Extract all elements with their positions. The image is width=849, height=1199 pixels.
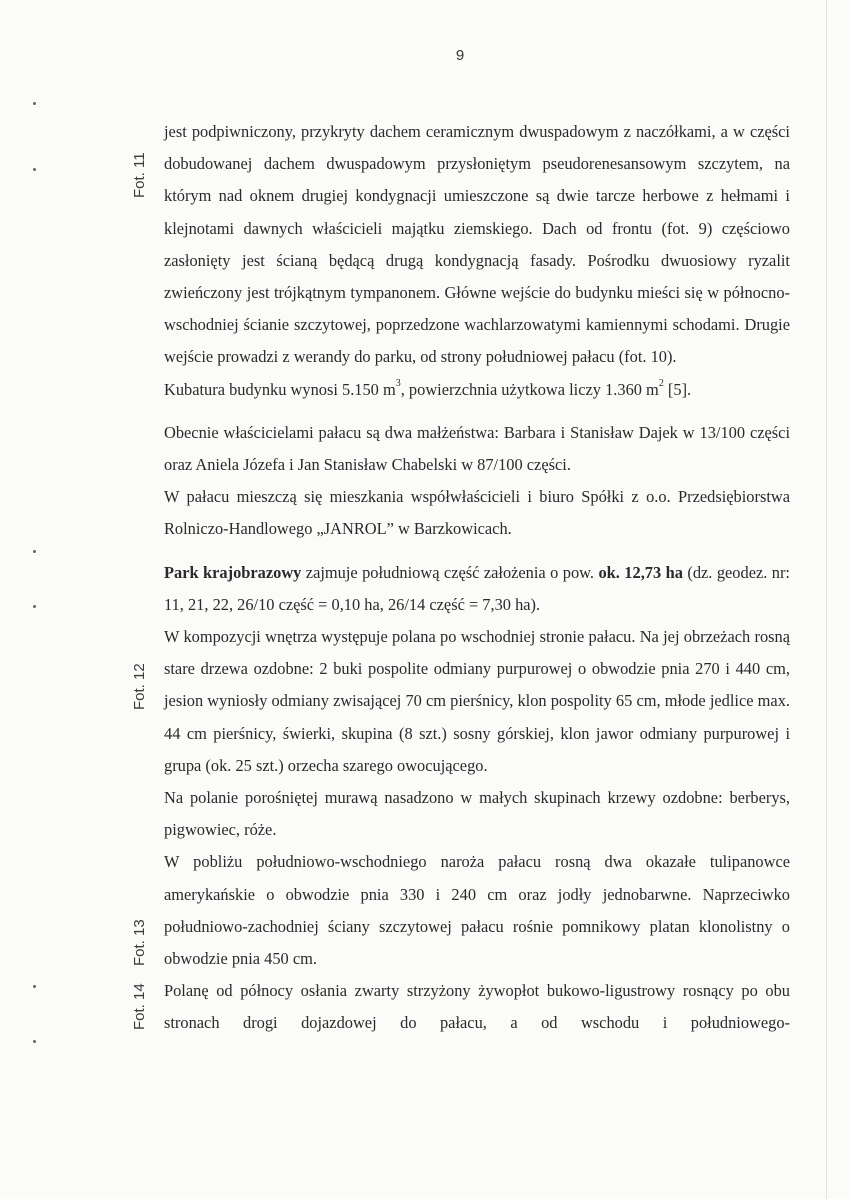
paragraph-glade-trees: W kompozycji wnętrza występuje polana po wschodniej stronie pałacu. Na jej obrzeżach rosną stare drzewa ozdobne: 2 buki pospolite odmiany purpurowej o obwodzie pnia 270 i 440 cm, jesion wyniosły odmiany zwisającej 70 cm pierśnicy, klon pospolity 65 cm, młode jedlice max. 44 cm pierśnicy, świerki, skupina (8 szt.) sosny górskiej, klon jawor odmiany purpurowej i grupa (ok. 25 szt.) orzecha szarego owocującego. xyxy=(164,627,790,775)
paragraph-tulip-trees: W pobliżu południowo-wschodniego naroża pałacu rosną dwa okazałe tulipanowce amerykańskie o obwodzie pnia 330 i 240 cm oraz jodły jednobarwne. Naprzeciwko południowo-zachodniej ściany szczytowej pałacu rośnie pomnikowy platan klonolistny o obwodzie pnia 450 cm. xyxy=(164,852,790,969)
paragraph-shrubs: Na polanie porośniętej murawą nasadzono w małych skupinach krzewy ozdobne: berberys, pigwowiec, róże. xyxy=(164,788,790,840)
scan-speck xyxy=(33,605,36,608)
paragraph-owners: Obecnie właścicielami pałacu są dwa małżeństwa: Barbara i Stanisław Dajek w 13/100 części oraz Aniela Józefa i Jan Stanisław Chabelski w 87/100 części. xyxy=(164,422,790,475)
area-text: , powierzchnia użytkowa liczy 1.360 m xyxy=(400,379,659,399)
scan-speck xyxy=(33,168,36,171)
page-number: 9 xyxy=(455,47,465,64)
volume-text: Kubatura budynku wynosi 5.150 m xyxy=(164,379,396,399)
park-area: ok. 12,73 ha xyxy=(598,562,683,582)
reference-text: [5]. xyxy=(663,379,692,399)
scan-speck xyxy=(33,1040,36,1043)
paragraph-park xyxy=(164,557,790,621)
scan-edge xyxy=(826,0,827,1199)
park-text: zajmuje południową część założenia o pow. xyxy=(301,562,599,582)
paragraph-volume xyxy=(164,374,790,406)
paragraph-residents: W pałacu mieszczą się mieszkania współwłaścicieli i biuro Spółki z o.o. Przedsiębiorstwa Rolniczo-Handlowego „JANROL” w Barzkowicach. xyxy=(164,487,790,539)
margin-note-fot-13: Fot. 13 xyxy=(131,919,148,966)
park-parcels: (dz. geodez. nr: 11, 21, 22, 26/10 część = 0,10 ha, 26/14 część = 7,30 ha). xyxy=(164,562,790,614)
body-text xyxy=(164,116,790,1040)
paragraph-palace-description: jest podpiwniczony, przykryty dachem ceramicznym dwuspadowym z naczółkami, a w części dobudowanej dachem dwuspadowym przysłoniętym pseudorenesansowym szczytem, na którym nad oknem drugiej kondygnacji umieszczone są dwie tarcze herbowe z hełmami i klejnotami dawnych właścicieli majątku ziemskiego. Dach od frontu (fot. 9) częściowo zasłonięty jest ścianą będącą drugą kondygnacją fasady. Pośrodku dwuosiowy ryzalit zwieńczony jest trójkątnym tympanonem. Główne wejście do budynku mieści się w północno-wschodniej ścianie szczytowej, poprzedzone wachlarzowatymi kamiennymi schodami. Drugie wejście prowadzi z werandy do parku, od strony południowej pałacu (fot. 10). xyxy=(164,122,790,367)
scan-speck xyxy=(33,102,36,105)
scan-speck xyxy=(33,985,36,988)
superscript-cubic: 3 xyxy=(395,378,401,390)
margin-note-fot-12: Fot. 12 xyxy=(131,663,148,710)
park-heading: Park krajobrazowy xyxy=(164,562,302,582)
superscript-square: 2 xyxy=(658,378,664,390)
margin-note-fot-14: Fot. 14 xyxy=(131,983,148,1030)
margin-note-fot-11: Fot. 11 xyxy=(131,152,148,198)
paragraph-hedge: Polanę od północy osłania zwarty strzyżony żywopłot bukowo-ligustrowy rosnący po obu stronach drogi dojazdowej do pałacu, a od wschodu i południowego- xyxy=(164,981,790,1033)
scan-speck xyxy=(33,550,36,553)
